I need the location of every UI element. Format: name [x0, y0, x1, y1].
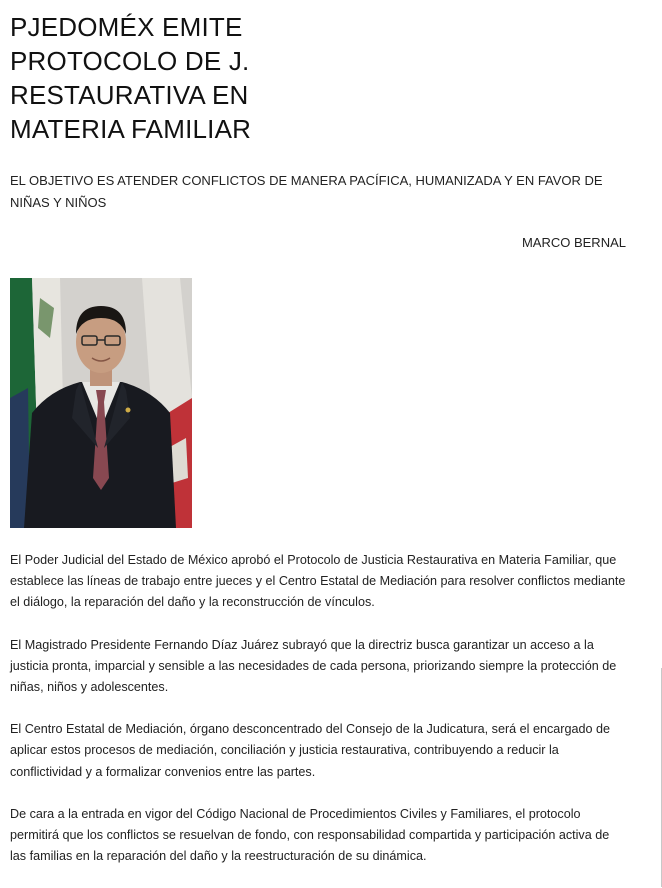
- article: [10, 10, 628, 888]
- article-paragraph: De cara a la entrada en vigor del Código Nacional de Procedimientos Civiles y Familiares, el protocolo permitirá que los conflictos se resuelvan de fondo, con responsabilidad compartida y participación activa de las familias en la reparación del daño y la reestructuración de su dinámica.: [10, 806, 610, 864]
- article-subtitle: EL OBJETIVO ES ATENDER CONFLICTOS DE MANERA PACÍFICA, HUMANIZADA Y EN FAVOR DE NIÑAS Y NIÑOS: [10, 173, 603, 210]
- article-author: MARCO BERNAL: [521, 235, 626, 250]
- article-body: [10, 550, 628, 867]
- article-photo: [10, 278, 192, 528]
- article-headline: PJEDOMÉX EMITE PROTOCOLO DE J. RESTAURATIVA EN MATERIA FAMILIAR: [10, 12, 252, 144]
- article-paragraph: El Magistrado Presidente Fernando Díaz Juárez subrayó que la directriz busca garantizar un acceso a la justicia pronta, imparcial y sensible a las necesidades de cada persona, priorizando siempre la protección de niñas, niños y adolescentes.: [10, 637, 617, 695]
- portrait-photo-icon: [10, 278, 192, 528]
- article-paragraph: El Centro Estatal de Mediación, órgano desconcentrado del Consejo de la Judicatura, será el encargado de aplicar estos procesos de mediación, conciliación y justicia restaurativa, contribuyendo a reducir la conflictividad y a formalizar convenios entre las partes.: [10, 722, 610, 779]
- article-paragraph: El Poder Judicial del Estado de México aprobó el Protocolo de Justicia Restaurativa en Materia Familiar, que establece las líneas de trabajo entre jueces y el Centro Estatal de Mediación para resolver conflictos mediante el diálogo, la reparación del daño y la reconstrucción de vínculos.: [10, 553, 626, 610]
